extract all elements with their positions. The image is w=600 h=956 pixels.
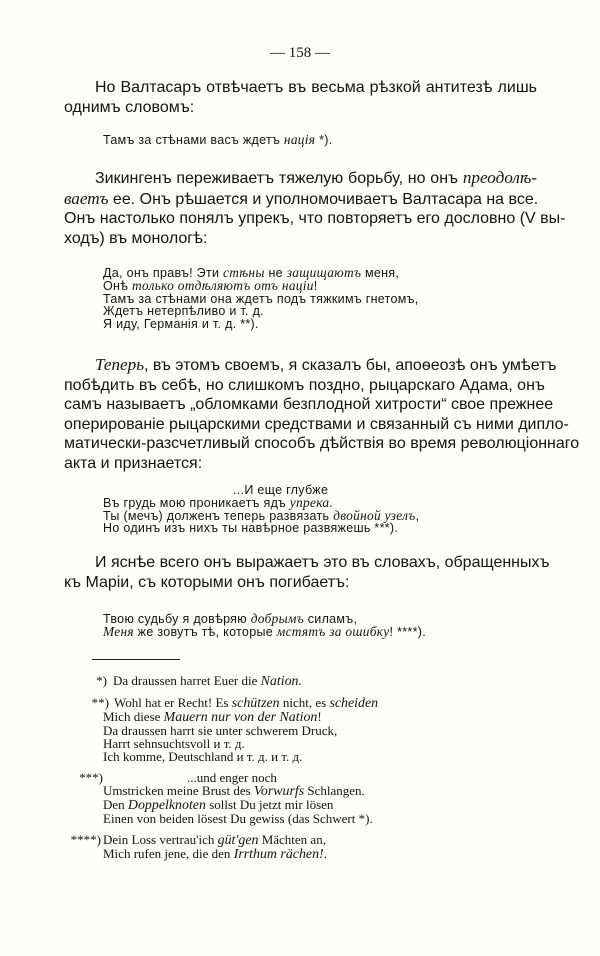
- quote-monologue: [103, 267, 419, 331]
- text-line: [103, 134, 333, 147]
- italic-segment: güt'gen: [217, 833, 259, 848]
- text-segment: Harrt sehnsuchtsvoll и т. д.: [103, 736, 245, 751]
- quote-nation: [103, 134, 333, 147]
- text-segment: не: [264, 266, 287, 280]
- footnote-divider: [92, 659, 180, 660]
- text-segment: Da draussen harret Euer die: [113, 673, 261, 688]
- footnote-1: [96, 673, 302, 689]
- page-number: — 158 —: [270, 45, 330, 61]
- text-line: [103, 798, 373, 812]
- italic-segment: ваетъ: [64, 188, 109, 208]
- italic-segment: нація: [283, 132, 316, 147]
- text-line: [64, 415, 569, 435]
- text-segment: *).: [315, 133, 333, 147]
- text-segment: Dein Loss vertrau'ich: [103, 832, 218, 847]
- text-line: [64, 395, 554, 415]
- footnote-marker: ****): [70, 832, 101, 847]
- italic-segment: преодолѣ-: [462, 168, 537, 187]
- italic-segment: защищаютъ: [286, 265, 362, 280]
- text-line: [103, 812, 373, 825]
- text-segment: Но Валтасаръ отвѣчаетъ въ весьма рѣзкой антитезѣ лишь: [95, 79, 537, 96]
- italic-segment: стѣны: [223, 265, 265, 280]
- italic-segment: Теперь: [95, 355, 144, 374]
- text-segment: !: [317, 709, 322, 724]
- italic-segment: Nation.: [260, 674, 302, 689]
- text-segment: Но одинъ изъ нихъ ты навѣрное развяжешь ***).: [103, 521, 399, 536]
- italic-segment: добрымъ: [250, 611, 304, 626]
- text-segment: ...И еще глубже: [233, 483, 329, 497]
- italic-segment: Doppelknoten: [127, 798, 206, 813]
- text-line: [64, 78, 537, 98]
- text-segment: Mich rufen jene, die den: [103, 846, 234, 861]
- italic-segment: Mauern nur von der Nation: [163, 710, 318, 725]
- text-segment: самъ называетъ „обломками безплодной хитрости“ свое прежнее: [64, 396, 554, 413]
- text-line: [103, 696, 378, 710]
- text-segment: Въ грудь мою проникаетъ ядъ: [103, 495, 290, 510]
- text-segment: Зикингенъ переживаетъ тяжелую борьбу, но онъ: [95, 170, 463, 187]
- italic-segment: Vorwurfs: [253, 784, 305, 799]
- italic-segment: schützen: [231, 696, 280, 711]
- text-segment: И яснѣе всего онъ выражаетъ это въ словахъ, обращенныхъ: [95, 554, 550, 571]
- text-line: [64, 229, 537, 249]
- text-line: [103, 784, 373, 798]
- text-segment: ее. Онъ рѣшается и уполномочиваетъ Валтасара на все.: [108, 190, 539, 208]
- quote-fate: [103, 613, 426, 639]
- paragraph-apotheosis: [64, 355, 580, 473]
- text-segment: однимъ словомъ:: [64, 98, 195, 116]
- text-segment: Einen von beiden lösest Du gewiss (das Schwert *).: [103, 811, 373, 826]
- paragraph-maria: [64, 553, 550, 592]
- footnote-4: [70, 832, 327, 862]
- footnote-marker: ***): [79, 770, 103, 785]
- text-segment: Да, онъ правъ! Эти: [103, 266, 224, 280]
- text-line: [64, 376, 545, 396]
- text-segment: Ich komme, Deutschland и т. д. и т. д.: [103, 749, 303, 764]
- italic-segment: scheiden: [329, 696, 379, 711]
- text-segment: ,: [415, 508, 420, 523]
- text-segment: акта и признается:: [64, 454, 203, 472]
- paragraph-sickingen-struggle: [64, 168, 566, 248]
- text-line: [103, 750, 378, 763]
- text-segment: Ты (мечъ) долженъ теперь развязать: [103, 508, 334, 523]
- text-segment: Schlangen.: [304, 783, 365, 798]
- text-segment: , въ этомъ своемъ, я сказалъ бы, апоѳеозѣ онъ умѣетъ: [143, 357, 557, 374]
- text-line: [64, 434, 580, 454]
- text-segment: Ждетъ нетерпѣливо и т. д.: [103, 304, 264, 319]
- text-segment: же зовутъ тѣ, которые: [133, 624, 277, 639]
- text-segment: ...und enger noch: [187, 770, 277, 785]
- text-line: [103, 674, 302, 688]
- text-line: [64, 209, 566, 229]
- text-segment: Mich diese: [103, 709, 164, 724]
- text-segment: ходъ) въ монологѣ:: [64, 229, 208, 247]
- footnote-marker: *): [96, 673, 107, 688]
- text-segment: !: [313, 278, 318, 293]
- text-segment: nicht, es: [279, 695, 330, 710]
- text-segment: .: [323, 846, 327, 861]
- text-segment: оперированіе рыцарскими средствами и связанный съ ними дипло-: [64, 415, 569, 433]
- text-line: [64, 454, 537, 474]
- text-line: [64, 355, 557, 376]
- text-line: [103, 847, 327, 861]
- text-segment: Онъ настолько понялъ упрекъ, что повторяетъ его дословно (V вы-: [64, 210, 566, 227]
- text-segment: Твою судьбу я довѣряю: [103, 612, 251, 626]
- text-segment: Wohl hat er Recht! Es: [114, 695, 232, 710]
- italic-segment: только отдѣляютъ отъ націи: [131, 277, 314, 293]
- text-line: [103, 833, 327, 847]
- quote-sword: [103, 484, 419, 535]
- italic-segment: двойной узелъ: [333, 507, 416, 523]
- text-segment: къ Маріи, съ которыми онъ погибаетъ:: [64, 573, 350, 591]
- text-segment: Umstricken meine Brust des: [103, 783, 254, 798]
- text-line: [64, 168, 537, 189]
- text-segment: матически-разсчетливый способъ дѣйствія во время революціоннаго: [64, 435, 580, 452]
- text-line: [103, 522, 419, 535]
- text-segment: силамъ,: [303, 612, 358, 626]
- text-line: [64, 189, 537, 210]
- text-segment: Mächten an,: [258, 832, 326, 847]
- text-line: [64, 98, 537, 118]
- text-segment: Da draussen harrt sie unter schwerem Druck,: [103, 723, 338, 738]
- text-segment: Онѣ: [103, 278, 132, 293]
- text-segment: меня,: [361, 266, 400, 280]
- text-segment: sollst Du jetzt mir lösen: [205, 797, 334, 812]
- footnote-marker: **): [91, 695, 109, 710]
- text-segment: Den: [103, 797, 128, 812]
- italic-segment: Irrthum rächen!: [233, 847, 324, 862]
- italic-segment: Меня: [103, 623, 134, 639]
- text-segment: ! ****).: [389, 624, 426, 639]
- paragraph-valtasar-answer: [64, 78, 537, 117]
- footnote-2: [91, 695, 379, 764]
- footnote-3: [79, 770, 373, 826]
- text-segment: Я иду, Германія и т. д. **).: [103, 317, 259, 332]
- text-line: [64, 553, 550, 573]
- text-segment: Тамъ за стѣнами она ждетъ подъ тяжкимъ гнетомъ,: [103, 291, 419, 306]
- italic-segment: мстятъ за ошибку: [276, 623, 390, 639]
- text-line: [103, 318, 419, 331]
- text-line: [103, 710, 378, 724]
- text-line: [64, 573, 537, 593]
- text-line: [103, 623, 426, 639]
- text-segment: Тамъ за стѣнами васъ ждетъ: [103, 133, 284, 147]
- text-segment: побѣдить въ себѣ, но слишкомъ поздно, рыцарскаго Адама, онъ: [64, 376, 545, 394]
- italic-segment: упрека.: [289, 494, 334, 510]
